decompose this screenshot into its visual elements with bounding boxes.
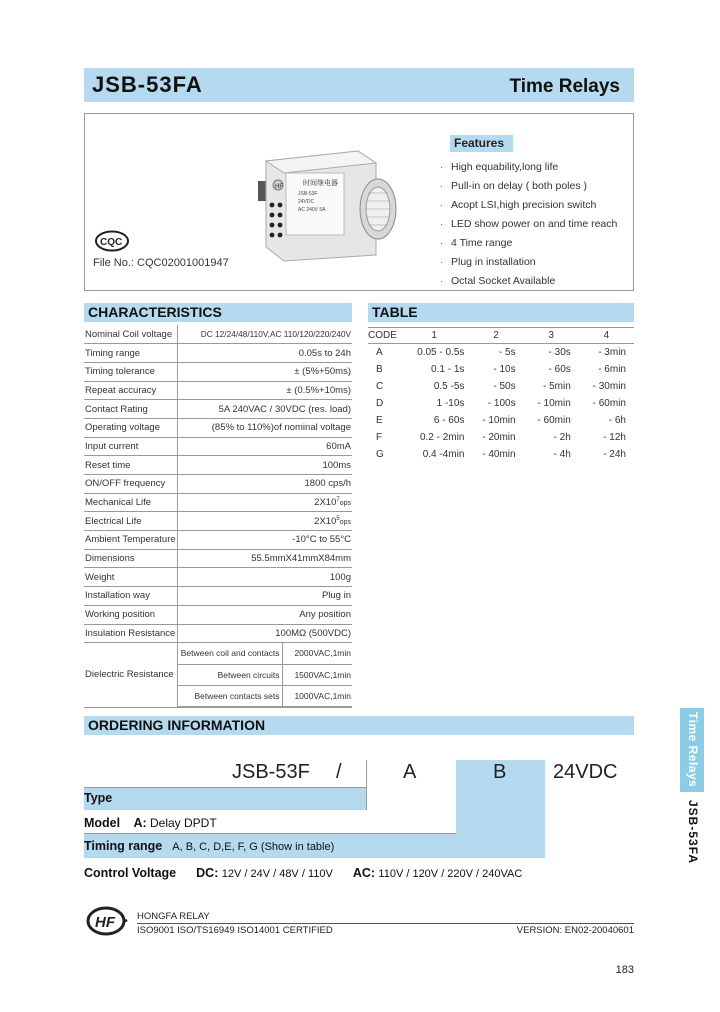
hongfa-logo-icon [86, 906, 132, 936]
svg-text:•: • [123, 916, 129, 927]
table-row: Timing tolerance ± (5%+50ms) [84, 362, 352, 381]
table-row: D 1 -10s - 100s - 10min - 60min [376, 397, 626, 409]
type-row-shade [84, 788, 366, 810]
voltage-row: Control Voltage DC: 12V / 24V / 48V / 110V AC: 110V / 120V / 220V / 240VAC [84, 866, 523, 880]
features-list [440, 158, 617, 291]
feature-item: · LED show power on and time reach [440, 215, 617, 234]
table-row: Contact Rating 5A 240VAC / 30VDC (res. load) [84, 400, 352, 419]
product-label-line: JSB-53F [298, 191, 318, 197]
order-code-base: JSB-53F [232, 761, 310, 783]
order-code-model: A [403, 761, 417, 783]
table-row: B 0.1 - 1s - 10s - 60s - 6min [376, 363, 626, 375]
table-row: Operating voltage (85% to 110%)of nominal voltage [84, 418, 352, 437]
characteristics-table [84, 325, 352, 708]
table-row: Mechanical Life $2X10^7ops$ [84, 493, 352, 512]
feature-item: · 4 Time range [440, 234, 617, 253]
product-category-title: Time Relays [509, 76, 620, 97]
feature-item: · Plug in installation [440, 253, 617, 272]
side-category-label: Time Relays [686, 712, 700, 788]
order-code-separator: / [336, 761, 342, 783]
table-row: F 0.2 - 2min - 20min - 2h - 12h [376, 431, 626, 443]
product-model-title: JSB-53FA [92, 72, 203, 97]
feature-item: · Acopt LSI,high precision switch [440, 196, 617, 215]
svg-text:CQC: CQC [100, 237, 123, 248]
product-label-line: 24VDC [298, 199, 315, 205]
table-row: A 0.05 - 0.5s - 5s - 30s - 3min [376, 346, 626, 358]
table-row: E 6 - 60s - 10min - 60min - 6h [376, 414, 626, 426]
divider [84, 833, 456, 834]
svg-text:HF: HF [95, 914, 115, 931]
characteristics-heading: CHARACTERISTICS [84, 303, 352, 322]
page-number: 183 [615, 964, 634, 976]
table-row: Installation way Plug in [84, 587, 352, 606]
timing-table-heading: TABLE [368, 303, 634, 322]
table-row: Ambient Temperature -10°C to 55°C [84, 531, 352, 550]
product-image [258, 143, 398, 263]
table-row: Nominal Coil voltage DC 12/24/48/110V,AC 110/120/220/240V [84, 325, 352, 344]
order-code-voltage: 24VDC [553, 761, 618, 783]
feature-item: · High equability,long life [440, 158, 617, 177]
table-row: Insulation Resistance 100MΩ (500VDC) [84, 624, 352, 643]
table-row: Reset time 100ms [84, 456, 352, 475]
table-row: Weight 100g [84, 568, 352, 587]
ordering-heading: ORDERING INFORMATION [84, 716, 634, 735]
table-header-row: CODE 1 2 3 4 [368, 328, 634, 344]
cqc-certification-logo [94, 230, 130, 252]
divider [366, 760, 367, 810]
footer-divider [137, 923, 634, 924]
file-number: File No.: CQC02001001947 [93, 257, 229, 269]
table-row: Electrical Life $2X10^5ops$ [84, 512, 352, 531]
feature-item: · Octal Socket Available [440, 272, 617, 291]
table-row: Timing range 0.05s to 24h [84, 344, 352, 363]
table-row: Working position Any position [84, 605, 352, 624]
timing-row: Timing range A, B, C, D,E, F, G (Show in table) [84, 839, 335, 853]
product-label-line: 时间继电器 [303, 179, 338, 187]
table-row: G 0.4 -4min - 40min - 4h - 24h [376, 448, 626, 460]
table-row: C 0.5 -5s - 50s - 5min - 30min [376, 380, 626, 392]
version-text: VERSION: EN02-20040601 [516, 925, 634, 936]
model-row: Model A: Delay DPDT [84, 816, 217, 830]
table-row: ON/OFF frequency 1800 cps/h [84, 475, 352, 494]
table-row: Dielectric Resistance Between coil and contacts 2000VAC,1min Between circuits 1500VAC,1min Between contacts sets 1000VAC,1min [84, 643, 352, 708]
table-row: Repeat accuracy ± (0.5%+10ms) [84, 381, 352, 400]
feature-item: · Pull-in on delay ( both poles ) [440, 177, 617, 196]
side-model-label: JSB-53FA [686, 800, 700, 865]
company-name: HONGFA RELAY [137, 911, 210, 922]
svg-text:HF: HF [275, 184, 283, 190]
order-code-timing: B [493, 761, 507, 783]
features-heading: Features [450, 135, 513, 152]
product-label-line: AC 240V 5A [298, 207, 326, 213]
type-row: Type [84, 791, 113, 805]
table-row: Input current 60mA [84, 437, 352, 456]
code-underline [84, 787, 366, 788]
certifications: ISO9001 ISO/TS16949 ISO14001 CERTIFIED [137, 925, 333, 936]
timing-range-table [368, 327, 634, 463]
table-row: Dimensions 55.5mmX41mmX84mm [84, 549, 352, 568]
